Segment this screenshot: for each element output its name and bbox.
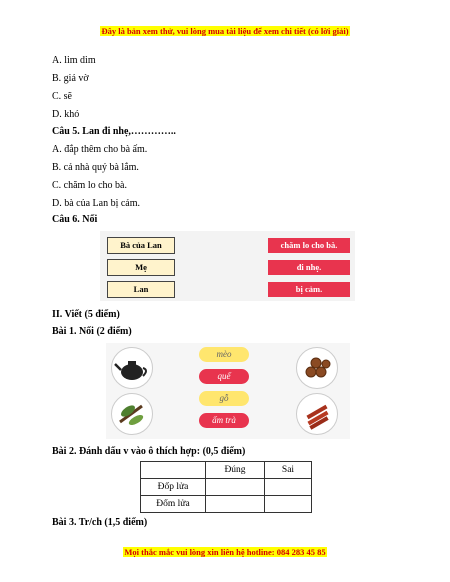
table-cell-checkbox[interactable]: [206, 479, 265, 496]
bai2-title: Bài 2. Đánh dấu v vào ô thích hợp: (0,5 điểm): [52, 446, 246, 457]
logs-icon: [296, 347, 338, 389]
q5-title: Câu 5. Lan đi nhẹ,…………..: [52, 126, 176, 137]
table-cell: Đốm lửa: [141, 496, 206, 513]
leaves-icon: [111, 393, 153, 435]
teapot-icon: [111, 347, 153, 389]
table-cell-checkbox[interactable]: [265, 479, 312, 496]
match-right-di-nhe: đi nhẹ.: [268, 260, 350, 275]
table-row: [141, 479, 312, 496]
table-header-row: [141, 462, 312, 479]
table-header-cell: [141, 462, 206, 479]
match-right-bi-cam: bị cảm.: [268, 282, 350, 297]
q4-option-d: D. khó: [52, 109, 80, 120]
table-header-cell: Đúng: [206, 462, 265, 479]
cinnamon-icon: [296, 393, 338, 435]
table-header-cell: Sai: [265, 462, 312, 479]
word-meo: mèo: [199, 347, 249, 362]
bai1-title: Bài 1. Nối (2 điểm): [52, 326, 132, 337]
answer-table: [140, 461, 312, 513]
match-left-ba-cua-lan: Bà của Lan: [107, 237, 175, 254]
q6-title: Câu 6. Nối: [52, 214, 98, 225]
q4-option-a: A. lim dim: [52, 55, 96, 66]
q4-option-c: C. sẽ: [52, 91, 72, 102]
q5-option-b: B. cả nhà quý bà lắm.: [52, 162, 139, 173]
match-left-me: Mẹ: [107, 259, 175, 276]
q5-option-c: C. chăm lo cho bà.: [52, 180, 127, 191]
table-cell: Đốp lửa: [141, 479, 206, 496]
word-am-tra: ấm trà: [199, 413, 249, 428]
word-que: quế: [199, 369, 249, 384]
header-banner: Đây là bản xem thử, vui lòng mua tài liệu để xem chi tiết (có lời giải): [101, 26, 349, 36]
q5-option-d: D. bà của Lan bị cảm.: [52, 198, 141, 209]
bai3-title: Bài 3. Tr/ch (1,5 điểm): [52, 517, 148, 528]
q5-option-a: A. đắp thêm cho bà ấm.: [52, 144, 148, 155]
word-go: gỗ: [199, 391, 249, 406]
match-right-cham-lo: chăm lo cho bà.: [268, 238, 350, 253]
section-2-title: II. Viết (5 điểm): [52, 309, 120, 320]
footer-banner: Mọi thắc mắc vui lòng xin liên hệ hotline: 084 283 45 85: [124, 547, 326, 557]
table-row: [141, 496, 312, 513]
match-left-lan: Lan: [107, 281, 175, 298]
table-cell-checkbox[interactable]: [206, 496, 265, 513]
q4-option-b: B. giả vờ: [52, 73, 89, 84]
table-cell-checkbox[interactable]: [265, 496, 312, 513]
